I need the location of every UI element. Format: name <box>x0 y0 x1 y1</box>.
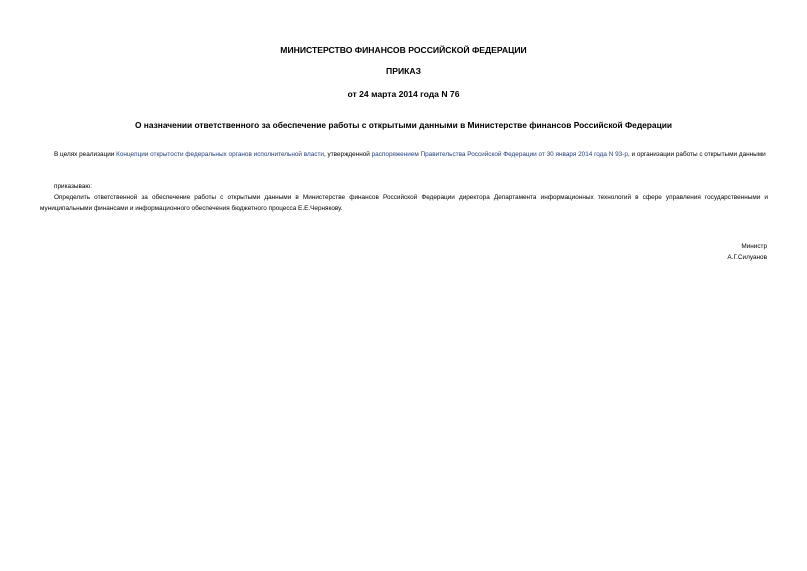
signature-title: Министр <box>741 243 767 250</box>
document-subject: О назначении ответственного за обеспечение работы с открытыми данными в Министерстве финансов Российской Федерации <box>134 120 673 130</box>
preamble-text-mid: , утвержденной <box>324 151 372 158</box>
document-date-number: от 24 марта 2014 года N 76 <box>347 89 460 99</box>
preamble-paragraph <box>40 149 768 160</box>
government-order-link[interactable]: распоряжением Правительства Российской Федерации от 30 января 2014 года N 93-р <box>371 151 628 158</box>
order-paragraph: Определить ответственной за обеспечение работы с открытыми данными в Министерстве финансов Российской Федерации директора Департамента информационных технологий в сфере управления государственными и муниципальными финансами и информационного обеспечения бюджетного процесса Е.Е.Чернякову. <box>40 194 768 213</box>
order-word: приказываю: <box>54 183 92 190</box>
preamble-text-end: , и организации работы с открытыми данными <box>627 151 766 158</box>
signature-name: А.Г.Силуанов <box>727 254 767 261</box>
document-type-heading: ПРИКАЗ <box>386 66 421 76</box>
preamble-text-start: В целях реализации <box>54 151 117 158</box>
concept-link[interactable]: Концепции открытости федеральных органов исполнительной власти <box>116 151 324 158</box>
ministry-heading: МИНИСТЕРСТВО ФИНАНСОВ РОССИЙСКОЙ ФЕДЕРАЦИИ <box>280 45 527 55</box>
